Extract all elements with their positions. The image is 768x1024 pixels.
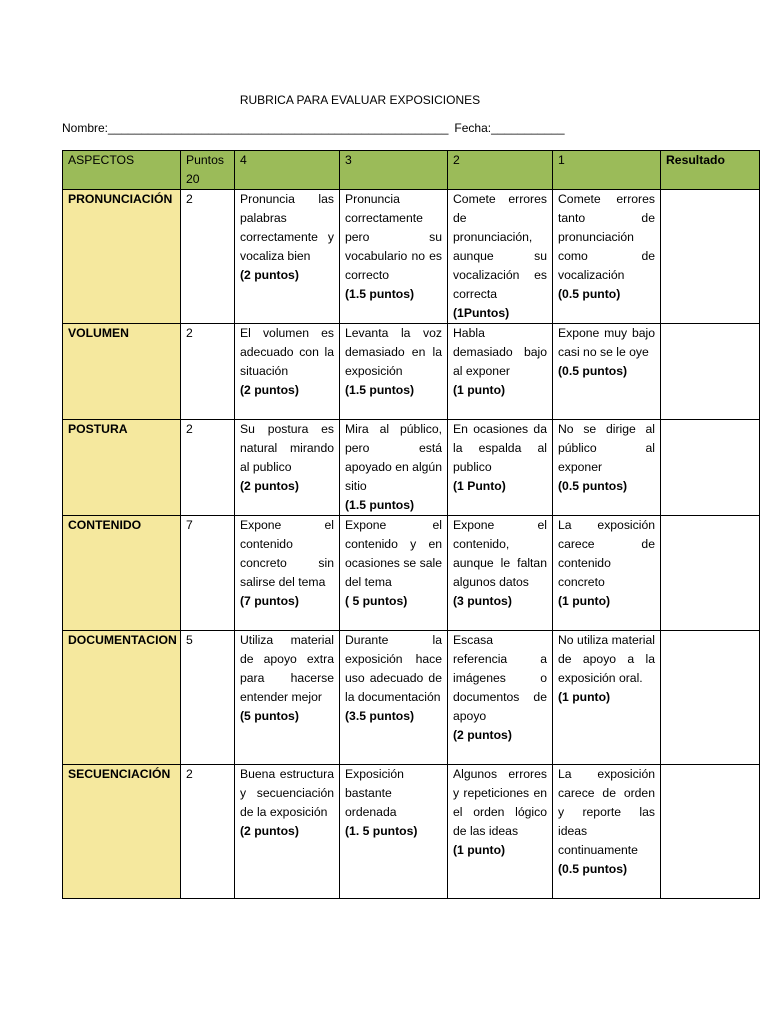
table-row [63,190,760,324]
result-cell[interactable] [661,516,760,631]
aspect-label: SECUENCIACIÓN [63,765,181,899]
level-4-cell [235,324,340,420]
criterion-text: Expone muy bajo casi no se le oye [558,326,655,359]
date-field-label: Fecha:___________ [454,121,565,135]
level-4-cell [235,420,340,516]
level-2-cell [448,420,553,516]
table-header-row [63,151,760,190]
criterion-text: La exposición carece de orden y reporte las ideas continuamente [558,767,655,857]
level-1-cell [553,765,661,899]
criterion-points: (5 puntos) [240,709,299,723]
criterion-points: (7 puntos) [240,594,299,608]
level-4-cell [235,190,340,324]
header-level-4: 4 [235,151,340,190]
level-3-cell [340,190,448,324]
header-level-2: 2 [448,151,553,190]
level-1-cell [553,516,661,631]
criterion-points: (3.5 puntos) [345,709,415,723]
criterion-points: (1 punto) [453,843,506,857]
aspect-label: POSTURA [63,420,181,516]
criterion-points: (1 punto) [558,690,611,704]
criterion-text: Durante la exposición hace uso adecuado de la documentación [345,633,442,704]
criterion-text: Pronuncia correctamente pero su vocabulario no es correcto [345,192,442,282]
result-cell[interactable] [661,324,760,420]
header-level-3: 3 [340,151,448,190]
aspect-points: 2 [181,765,235,899]
level-4-cell [235,631,340,765]
level-2-cell [448,516,553,631]
header-puntos: Puntos 20 [181,151,235,190]
criterion-points: (1 punto) [558,594,611,608]
criterion-text: Buena estructura y secuenciación de la exposición [240,767,334,819]
aspect-label: PRONUNCIACIÓN [63,190,181,324]
aspect-points: 2 [181,420,235,516]
table-row [63,420,760,516]
criterion-text: No se dirige al público al exponer [558,422,655,474]
level-3-cell [340,631,448,765]
criterion-points: (3 puntos) [453,594,512,608]
criterion-points: ( 5 puntos) [345,594,408,608]
level-2-cell [448,631,553,765]
criterion-points: (0.5 puntos) [558,479,628,493]
aspect-points: 5 [181,631,235,765]
level-1-cell [553,324,661,420]
level-1-cell [553,190,661,324]
level-3-cell [340,420,448,516]
criterion-text: Exposición bastante ordenada [345,767,404,819]
result-cell[interactable] [661,420,760,516]
criterion-points: (0.5 puntos) [558,862,628,876]
criterion-points: (2 puntos) [453,728,512,742]
criterion-text: En ocasiones da la espalda al publico [453,422,547,474]
level-3-cell [340,324,448,420]
level-3-cell [340,516,448,631]
criterion-text: No utiliza material de apoyo a la exposición oral. [558,633,655,685]
criterion-text: El volumen es adecuado con la situación [240,326,334,378]
criterion-points: (1.5 puntos) [345,498,415,512]
level-1-cell [553,420,661,516]
criterion-text: Levanta la voz demasiado en la exposición [345,326,442,378]
criterion-text: Mira al público, pero está apoyado en algún sitio [345,422,442,493]
result-cell[interactable] [661,631,760,765]
table-row [63,631,760,765]
rubric-table [62,150,760,899]
level-1-cell [553,631,661,765]
level-2-cell [448,324,553,420]
criterion-points: (1 Punto) [453,479,506,493]
criterion-points: (2 puntos) [240,479,299,493]
table-row [63,516,760,631]
criterion-points: (1 punto) [453,383,506,397]
table-row [63,324,760,420]
criterion-points: (1Puntos) [453,306,510,320]
criterion-text: Habla demasiado bajo al exponer [453,326,547,378]
aspect-points: 2 [181,324,235,420]
criterion-text: Expone el contenido concreto sin salirse del tema [240,518,334,589]
name-field-label: Nombre:___________________________________________________ [62,121,449,135]
criterion-text: Su postura es natural mirando al publico [240,422,334,474]
aspect-label: DOCUMENTACION [63,631,181,765]
criterion-text: Comete errores tanto de pronunciación como de vocalización [558,192,655,282]
aspect-label: VOLUMEN [63,324,181,420]
criterion-text: Utiliza material de apoyo extra para hacerse entender mejor [240,633,334,704]
aspect-points: 2 [181,190,235,324]
criterion-points: (1. 5 puntos) [345,824,418,838]
criterion-points: (2 puntos) [240,824,299,838]
header-resultado: Resultado [661,151,760,190]
criterion-text: Expone el contenido, aunque le faltan algunos datos [453,518,547,589]
level-2-cell [448,765,553,899]
name-date-line [62,121,565,135]
criterion-points: (1.5 puntos) [345,383,415,397]
level-2-cell [448,190,553,324]
level-3-cell [340,765,448,899]
criterion-points: (1.5 puntos) [345,287,415,301]
criterion-points: (0.5 punto) [558,287,621,301]
header-level-1: 1 [553,151,661,190]
criterion-points: (2 puntos) [240,268,299,282]
document-title: RUBRICA PARA EVALUAR EXPOSICIONES [239,93,481,107]
criterion-text: Expone el contenido y en ocasiones se sale del tema [345,518,442,589]
level-4-cell [235,516,340,631]
aspect-points: 7 [181,516,235,631]
criterion-text: Comete errores de pronunciación, aunque su vocalización es correcta [453,192,547,301]
criterion-points: (0.5 puntos) [558,364,628,378]
header-aspectos: ASPECTOS [63,151,181,190]
criterion-text: La exposición carece de contenido concreto [558,518,655,589]
result-cell[interactable] [661,190,760,324]
criterion-points: (2 puntos) [240,383,299,397]
result-cell[interactable] [661,765,760,899]
table-row [63,765,760,899]
criterion-text: Algunos errores y repeticiones en el orden lógico de las ideas [453,767,547,838]
aspect-label: CONTENIDO [63,516,181,631]
criterion-text: Escasa referencia a imágenes o documentos de apoyo [453,633,547,723]
level-4-cell [235,765,340,899]
criterion-text: Pronuncia las palabras correctamente y vocaliza bien [240,192,334,263]
